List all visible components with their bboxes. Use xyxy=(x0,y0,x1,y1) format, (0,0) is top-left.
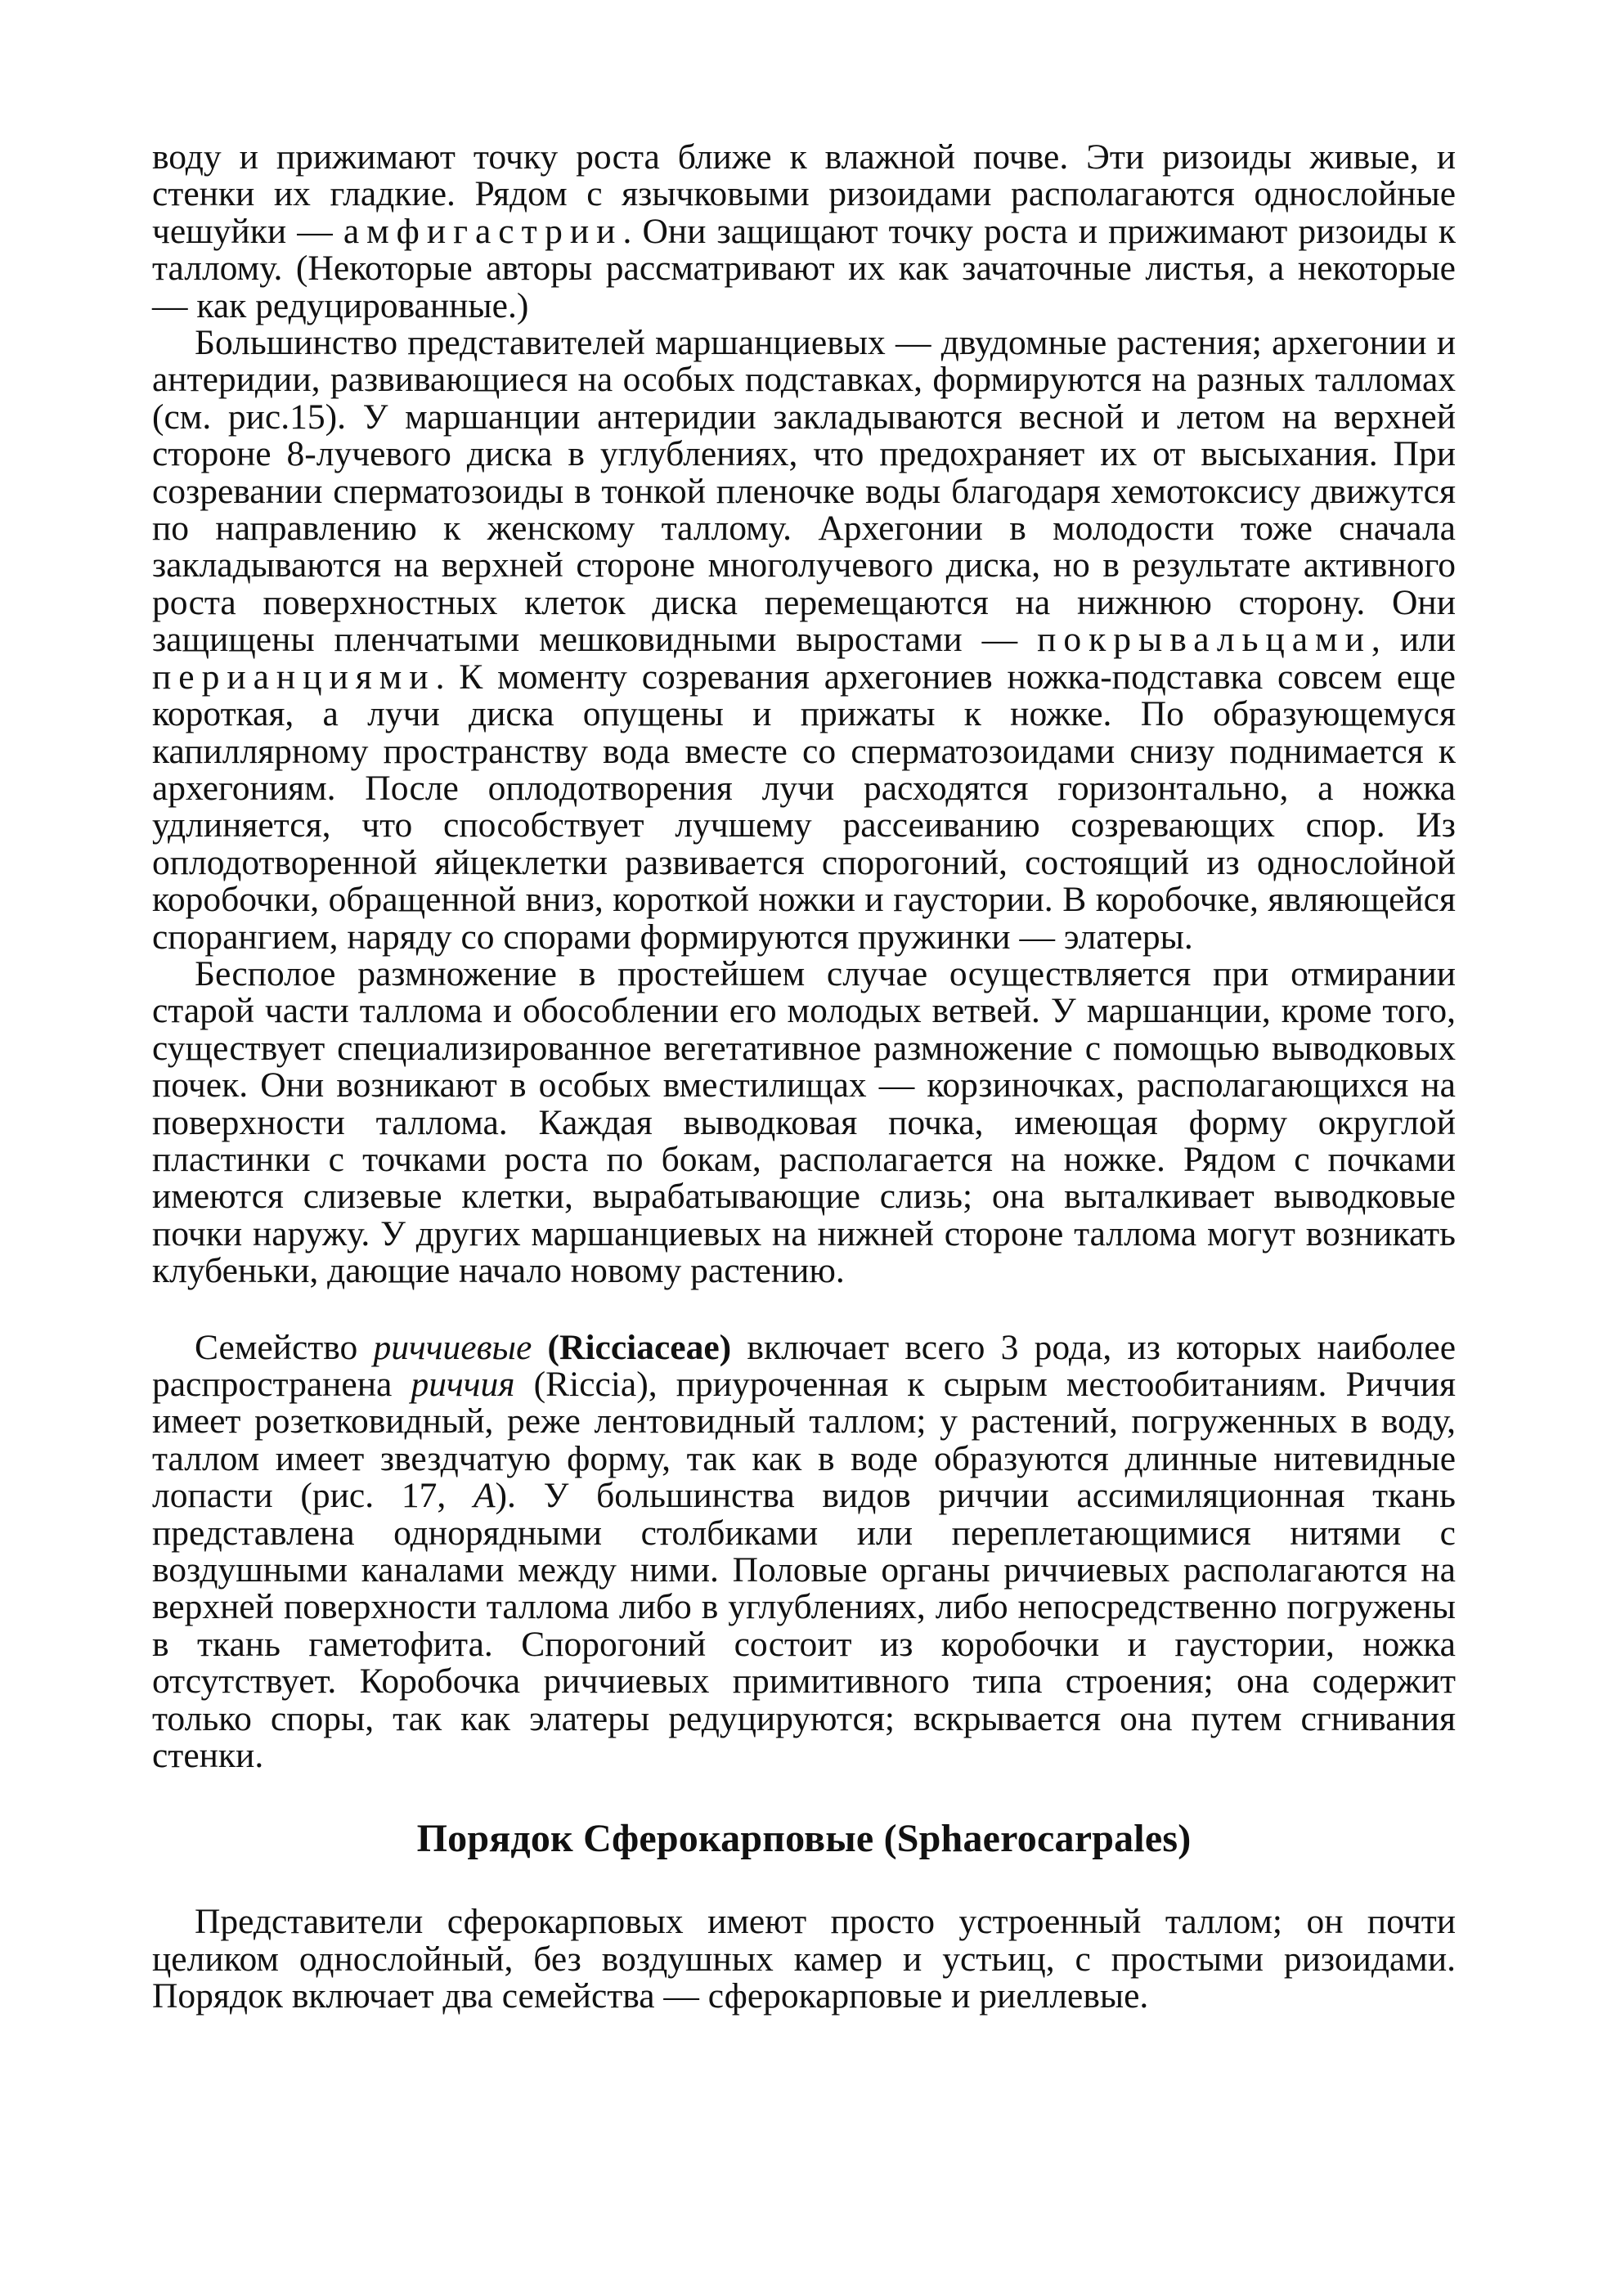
paragraph-asexual xyxy=(152,953,1456,1291)
paragraph4-text-3: включает всего 3 рода, из которых наиболее распространена xyxy=(152,1327,1457,1404)
paragraph4-text-5: ). У большинства видов риччии ассимиляционная ткань представлена однорядными столбиками или переплетающимися нитями с воздушными каналами между ними. Половые органы риччиевых располагаются на верхней поверхности таллома либо в углублениях, либо непосредственно погружены в ткань гаметофита. Спорогоний состоит из коробочки и гаустории, ножка отсутствует. Коробочка риччиевых примитивного типа строения; она содержит только споры, так как элатеры редуцируются; вскрывается она путем сгнивания стенки. xyxy=(152,1476,1457,1776)
continuation-paragraph xyxy=(152,139,1456,325)
paragraph3-text: Бесполое размножение в простейшем случае осуществляется при отмирании старой части таллома и обособлении его молодых ветвей. У маршанции, кроме того, существует специализированное вегетативное размножение с помощью выводковых почек. Они возникают в особых вместилищах — корзиночках, располагающихся на поверхности таллома. Каждая выводковая почка, имеющая форму округлой пластинки с точками роста по бокам, располагается на ножке. Рядом с почками имеются слизевые клетки, вырабатывающие слизь; она выталкивает выводковые почки наружу. У других маршанциевых на нижней стороне таллома могут возникать клубеньки, дающие начало новому растению. xyxy=(152,953,1456,1291)
paragraph-spacer xyxy=(152,1290,1456,1330)
paragraph4-text-4: (Riccia), приуроченная к сырым местообитаниям. Риччия имеет розетковидный, реже лентовидный таллом; у растений, погруженных в воду, таллом имеет звездчатую форму, так как в воде образуются длинные нитевидные лопасти (рис. 17, xyxy=(152,1365,1456,1516)
page-body xyxy=(152,139,1456,2016)
paragraph4-text-1: Семейство xyxy=(195,1327,374,1367)
section-text: Представители сферокарповых имеют просто устроенный таллом; он почти целиком однослойный, без воздушных камер и устьиц, с простыми ризоидами. Порядок включает два семейства — сферокарповые и риеллевые. xyxy=(152,1902,1456,2016)
paragraph-reproduction xyxy=(152,325,1456,956)
paragraph4-text-2 xyxy=(532,1328,547,1367)
family-name-latin: (Ricciaceae) xyxy=(547,1327,732,1367)
continuation-text-1: воду и прижимают точку роста ближе к влажной почве. Эти ризоиды живые, и стенки их гладкие. Рядом с язычковыми ризоидами располагаются однослойные чешуйки — xyxy=(152,137,1456,251)
paragraph-ricciaceae xyxy=(152,1327,1457,1776)
paragraph-sphaerocarpales xyxy=(152,1904,1456,2015)
term-periantsii: перианциями xyxy=(152,657,436,697)
figure-letter: А xyxy=(473,1476,496,1516)
heading-spacer-top xyxy=(152,1774,1456,1818)
genus-name-ru: риччия xyxy=(411,1365,515,1404)
paragraph2-text-1: Большинство представителей маршанциевых — двудомные растения; архегонии и антеридии, развивающиеся на особых подставках, формируются на разных талломах (см. рис.15). У маршанции антеридии закладываются весной и летом на верхней стороне 8-лучевого диска в углублениях, что предохраняет их от высыхания. При созревании сперматозоиды в тонкой пленочке воды благодаря хемотоксису движутся по направлению к женскому таллому. Архегонии в молодости тоже сначала закладываются на верхней стороне многолучевого диска, но в результате активного роста поверхностных клеток диска перемещаются на нижнюю сторону. Они защищены пленчатыми мешковидными выростами — xyxy=(152,323,1456,660)
continuation-text-2: . Они защищают точку роста и прижимают ризоиды к таллому. (Некоторые авторы рассматривают их как зачаточные листья, а некоторые — как редуцированные.) xyxy=(152,211,1456,325)
section-heading: Порядок Сферокарповые (Sphaerocarpales) xyxy=(416,1817,1192,1861)
paragraph2-text-2: , или xyxy=(1371,620,1456,660)
heading-spacer-bottom xyxy=(152,1859,1456,1904)
family-name-ru: риччиевые xyxy=(373,1327,532,1367)
paragraph2-text-3: . К моменту созревания архегониев ножка-подставка совсем еще короткая, а лучи диска опущены и прижаты к ножке. По образующемуся капиллярному пространству вода вместе со сперматозоидами снизу поднимается к архегониям. После оплодотворения лучи расходятся горизонтально, а ножка удлиняется, что способствует лучшему рассеиванию созревающих спор. Из оплодотворенной яйцеклетки развивается спорогоний, состоящий из однослойной коробочки, обращенной вниз, короткой ножки и гаустории. В коробочке, являющейся спорангием, наряду со спорами формируются пружинки — элатеры. xyxy=(152,657,1456,957)
term-amphigastria: амфигастрии xyxy=(343,211,623,251)
term-pokryvaltsy: покрывальцами xyxy=(1037,620,1371,660)
